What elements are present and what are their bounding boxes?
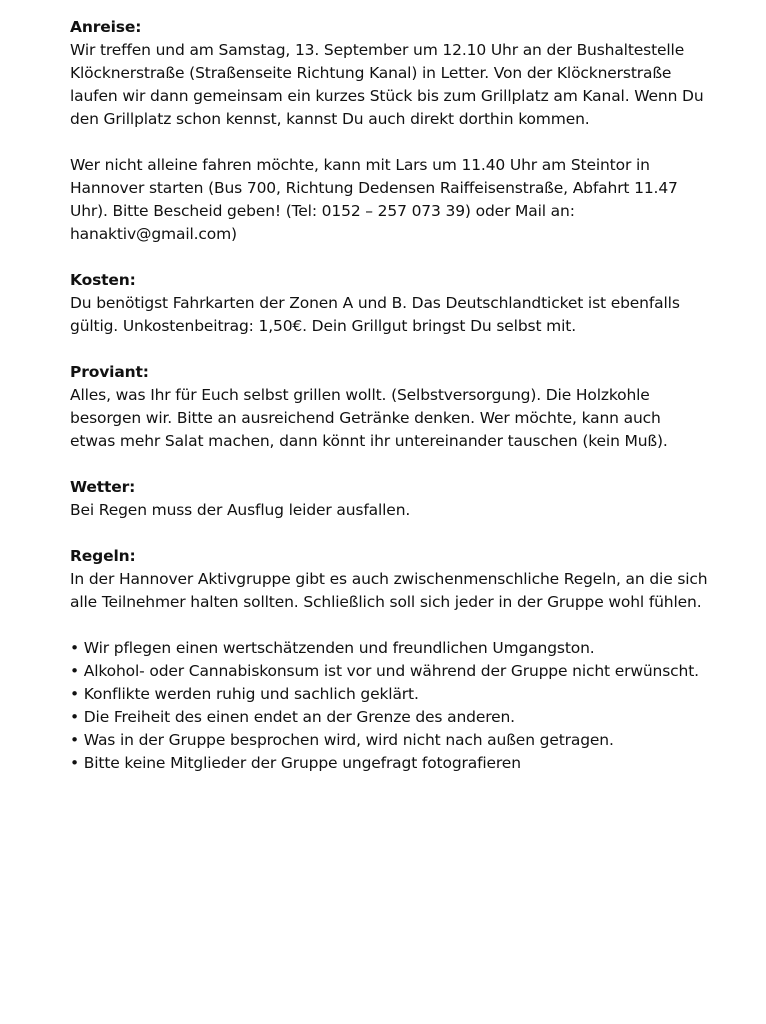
section-heading: Kosten:: [70, 271, 136, 289]
section-paragraph: Du benötigst Fahrkarten der Zonen A und B. Das Deutschlandticket ist ebenfalls gültig. Unkostenbeitrag: 1,50€. Dein Grillgut bringst Du selbst mit.: [70, 294, 680, 335]
section-kosten: [70, 269, 710, 338]
list-item: • Alkohol- oder Cannabiskonsum ist vor und während der Gruppe nicht erwünscht.: [70, 662, 699, 680]
section-heading: Wetter:: [70, 478, 136, 496]
section-paragraph: Bei Regen muss der Ausflug leider ausfallen.: [70, 501, 411, 519]
list-item: • Konflikte werden ruhig und sachlich geklärt.: [70, 685, 419, 703]
list-item: • Bitte keine Mitglieder der Gruppe ungefragt fotografieren: [70, 754, 521, 772]
document-page: [70, 16, 710, 798]
section-paragraph: Wer nicht alleine fahren möchte, kann mit Lars um 11.40 Uhr am Steintor in Hannover starten (Bus 700, Richtung Dedensen Raiffeisenstraße, Abfahrt 11.47 Uhr). Bitte Bescheid geben! (Tel: 0152 – 257 073 39) oder Mail an: hanaktiv@gmail.com): [70, 156, 678, 243]
list-item: • Was in der Gruppe besprochen wird, wird nicht nach außen getragen.: [70, 731, 614, 749]
list-item: • Die Freiheit des einen endet an der Grenze des anderen.: [70, 708, 515, 726]
list-item: • Wir pflegen einen wertschätzenden und freundlichen Umgangston.: [70, 639, 595, 657]
section-paragraph: Wir treffen und am Samstag, 13. September um 12.10 Uhr an der Bushaltestelle Klöcknerstraße (Straßenseite Richtung Kanal) in Letter. Von der Klöcknerstraße laufen wir dann gemeinsam ein kurzes Stück bis zum Grillplatz am Kanal. Wenn Du den Grillplatz schon kennst, kannst Du auch direkt dorthin kommen.: [70, 41, 704, 128]
section-proviant: [70, 361, 710, 453]
section-heading: Proviant:: [70, 363, 149, 381]
rules-list: [70, 637, 710, 775]
section-heading: Anreise:: [70, 18, 142, 36]
section-heading: Regeln:: [70, 547, 136, 565]
section-regeln: [70, 545, 710, 775]
section-paragraph: In der Hannover Aktivgruppe gibt es auch zwischenmenschliche Regeln, an die sich alle Teilnehmer halten sollten. Schließlich soll sich jeder in der Gruppe wohl fühlen.: [70, 570, 708, 611]
section-paragraph: Alles, was Ihr für Euch selbst grillen wollt. (Selbstversorgung). Die Holzkohle besorgen wir. Bitte an ausreichend Getränke denken. Wer möchte, kann auch etwas mehr Salat machen, dann könnt ihr untereinander tauschen (kein Muß).: [70, 386, 668, 450]
section-wetter: [70, 476, 710, 522]
section-anreise: [70, 16, 710, 246]
